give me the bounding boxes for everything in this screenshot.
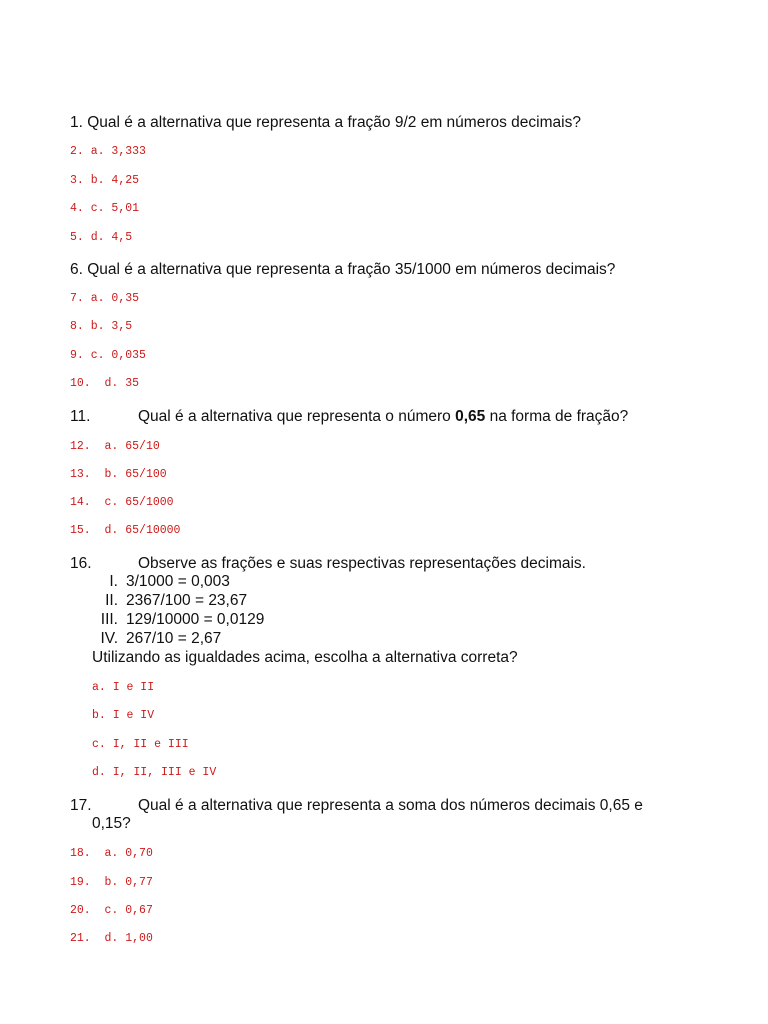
option-number: 9. [70,349,84,362]
option-text: b. 3,5 [90,320,133,333]
option-number: 13. [70,468,91,481]
option-text: d. 65/10000 [104,524,181,537]
question-text-line2: 0,15? [92,815,131,832]
option [70,468,167,481]
option [70,496,174,509]
question-text: Qual é a alternativa que representa a fração 35/1000 em números decimais? [87,261,616,278]
option [70,174,139,187]
roman-item [70,630,221,648]
question-text-line1: Qual é a alternativa que representa a soma dos números decimais 0,65 e [138,797,643,814]
option [70,932,153,945]
question-text-bold: 0,65 [455,408,486,425]
option-text: c. 5,01 [90,202,140,215]
option-text: c. 65/1000 [104,496,174,509]
option-text: b. 0,77 [104,876,153,889]
roman-item-text: 3/1000 = 0,003 [126,573,230,590]
roman-numeral: II. [105,592,118,609]
roman-numeral: IV. [100,630,118,647]
option-number: 18. [70,847,91,860]
question-number: 17. [70,797,92,814]
question-text: Qual é a alternativa que representa a fração 9/2 em números decimais? [87,114,581,131]
option-text: b. 4,25 [90,174,140,187]
question-text-end: na forma de fração? [485,408,629,425]
roman-item [70,592,247,610]
option-text: a. 65/10 [104,440,160,453]
roman-item [70,611,264,629]
option [70,320,132,333]
option [70,231,132,244]
option-number: 3. [70,174,84,187]
option-number: 12. [70,440,91,453]
question-text-start: Qual é a alternativa que representa o número [138,408,456,425]
option-text: c. I, II e III [92,738,189,751]
option-text: a. I e II [92,681,155,694]
option-number: 15. [70,524,91,537]
option [70,349,146,362]
question-17 [70,797,643,815]
option-text: d. 4,5 [90,231,133,244]
option-number: 20. [70,904,91,917]
option-text: d. 35 [104,377,140,390]
question-11 [70,408,628,426]
option [70,524,180,537]
option [70,847,153,860]
option [70,292,139,305]
option-number: 8. [70,320,84,333]
option-text: a. 3,333 [90,145,146,158]
question-text: Observe as frações e suas respectivas representações decimais. [138,555,586,572]
option-text: b. I e IV [92,709,155,722]
question-number: 11. [70,408,91,425]
option-number: 21. [70,932,91,945]
option-number: 2. [70,145,84,158]
option [70,440,160,453]
question-16 [70,555,586,573]
option-text: a. 0,70 [104,847,153,860]
option-number: 7. [70,292,84,305]
option [70,377,139,390]
option-text: d. I, II, III e IV [92,766,217,779]
question-prompt: Utilizando as igualdades acima, escolha a alternativa correta? [92,649,518,666]
option [70,876,153,889]
question-1 [70,114,581,132]
option-number: 5. [70,231,84,244]
option-text: a. 0,35 [90,292,140,305]
question-number: 1. [70,114,83,131]
option [70,202,139,215]
question-6 [70,261,615,279]
option-number: 14. [70,496,91,509]
roman-item-text: 129/10000 = 0,0129 [126,611,265,628]
roman-item-text: 267/10 = 2,67 [126,630,222,647]
option-number: 10. [70,377,91,390]
roman-numeral: I. [109,573,118,590]
question-number: 6. [70,261,83,278]
roman-item [70,573,230,591]
option-text: c. 0,67 [104,904,153,917]
option-text: d. 1,00 [104,932,153,945]
roman-item-text: 2367/100 = 23,67 [126,592,248,609]
question-number: 16. [70,555,92,572]
option [70,904,153,917]
roman-numeral: III. [100,611,118,628]
option-number: 19. [70,876,91,889]
option-text: b. 65/100 [104,468,167,481]
option-text: c. 0,035 [90,349,146,362]
option-number: 4. [70,202,84,215]
option [70,145,146,158]
